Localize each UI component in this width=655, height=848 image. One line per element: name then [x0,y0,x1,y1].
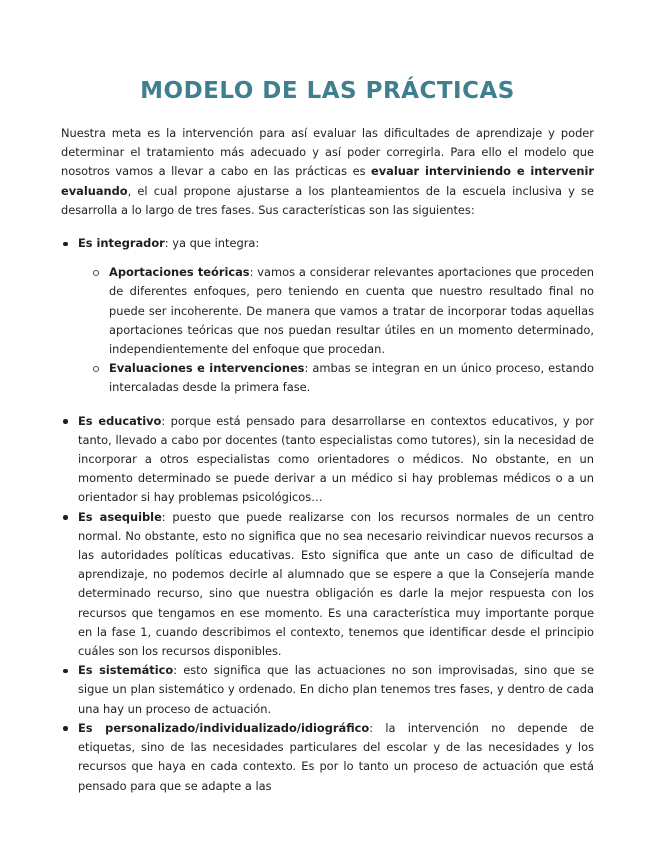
personalizado-term: Es personalizado/individualizado/idiográfico [78,720,370,735]
document-body [61,124,594,796]
integrador-sublist [78,263,594,397]
intro-text-1: Nuestra meta es la intervención para así evaluar las dificultades de aprendizaje y poder determinar el tratamiento más adecuado y así poder corregirla. Para ello el modelo que nosotros vamos a llevar a cabo en las prácticas es [61,126,594,179]
personalizado-text: : la intervención no depende de etiquetas, sino de las necesidades particulares del escolar y de las necesidades y los recursos que haya en cada contexto. Es por lo tanto un proceso de actuación que está pensado para que se adapte a las [78,720,594,793]
aportaciones-text: : vamos a considerar relevantes aportaciones que proceden de diferentes enfoques, pero teniendo en cuenta que nuestro resultado final no puede ser incoherente. De manera que vamos a tratar de incorporar todas aquellas aportaciones teóricas que nos puedan resultar útiles en un momento determinado, independientemente del enfoque que procedan. [109,265,594,357]
list-item-integrador [61,234,594,398]
intro-bold: evaluar interviniendo e intervenir evaluando [61,164,594,198]
educativo-term: Es educativo [78,413,162,428]
characteristics-list-a [61,234,594,398]
evaluaciones-text: : ambas se integran en un único proceso, estando intercaladas desde la primera fase. [109,361,594,395]
page-title: MODELO DE LAS PRÁCTICAS [140,78,515,104]
list-item-asequible [61,508,594,662]
evaluaciones-term: Evaluaciones e intervenciones [109,361,305,376]
sistematico-text: : esto significa que las actuaciones no son improvisadas, sino que se sigue un plan sistemático y ordenado. En dicho plan tenemos tres fases, y dentro de cada una hay un proceso de actuación. [78,663,594,716]
integrador-text: : ya que integra: [164,236,260,251]
educativo-text: : porque está pensado para desarrollarse en contextos educativos, y por tanto, llevado a cabo por docentes (tanto especialistas como tutores), sin la necesidad de incorporar a otros especialistas como orientadores o médicos. No obstante, en un momento determinado se puede derivar a un médico si hay problemas médicos o a un orientador si hay problemas psicológicos… [78,413,594,505]
characteristics-list-b [61,412,594,796]
list-item-personalizado [61,719,594,796]
sistematico-term: Es sistemático [78,663,174,678]
integrador-term: Es integrador [78,236,165,251]
list-item-educativo [61,412,594,508]
intro-text-2: , el cual propone ajustarse a los planteamientos de la escuela inclusiva y se desarrolla a lo largo de tres fases. Sus características son las siguientes: [61,183,594,217]
sublist-item-evaluaciones [78,359,594,397]
intro-paragraph [61,124,594,220]
sublist-item-aportaciones [78,263,594,359]
asequible-text: : puesto que puede realizarse con los recursos normales de un centro normal. No obstante, esto no significa que no sea necesario reivindicar nuevos recursos a las autoridades políticas educativas. Esto significa que ante un caso de dificultad de aprendizaje, no podemos decirle al alumnado que se espere a que la Consejería mande determinado recurso, sino que nuestra obligación es darle la mejor respuesta con los recursos que tengamos en ese momento. Es una característica muy importante porque en la fase 1, cuando describimos el contexto, tenemos que identificar desde el principio cuáles son los recursos disponibles. [78,509,594,659]
list-item-sistematico [61,661,594,719]
aportaciones-term: Aportaciones teóricas [109,265,250,280]
asequible-term: Es asequible [78,509,162,524]
